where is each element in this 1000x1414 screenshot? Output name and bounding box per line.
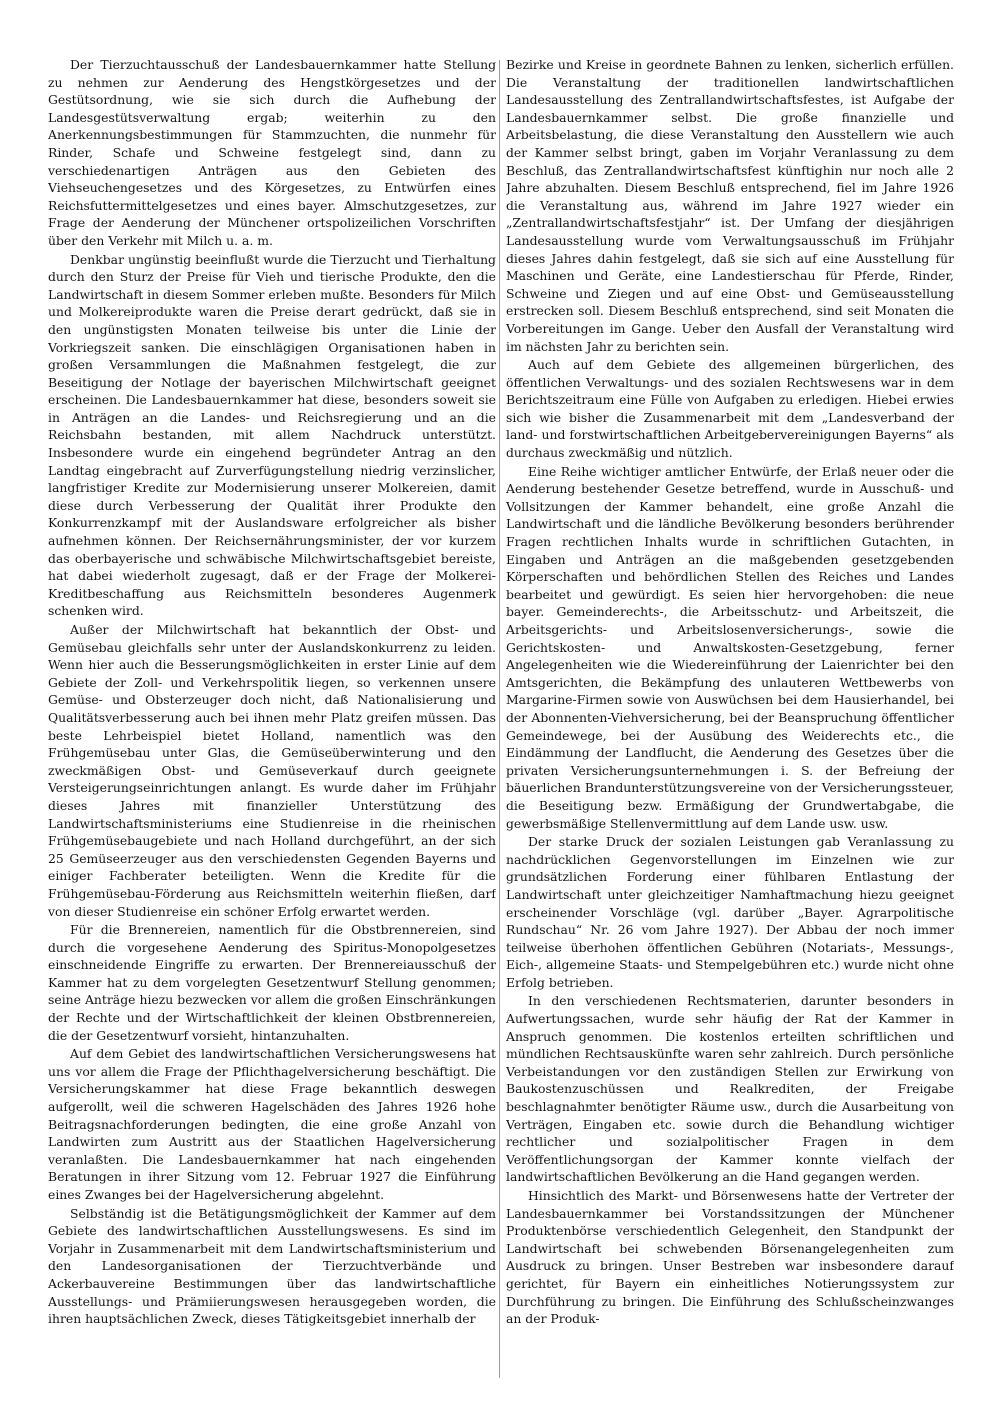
paragraph: Selbständig ist die Betätigungsmöglichkeit der Kammer auf dem Gebiete des landwirtschaftlichen Ausstellungswesens. Es sind im Vorjahr in Zusammenarbeit mit dem Landwirtschaftsministerium und den Landesorganisationen der Tierzuchtverbände und Ackerbauvereine Bestimmungen über das landwirtschaftliche Ausstellungs- und Prämiierungswesen herausgegeben worden, die ihren hauptsächlichen Zweck, dieses Tätigkeitsgebiet innerhalb der <box>48 1205 496 1327</box>
text-column-right <box>506 56 954 1386</box>
paragraph: Auch auf dem Gebiete des allgemeinen bürgerlichen, des öffentlichen Verwaltungs- und des sozialen Rechtswesens war in dem Berichtszeitraum eine Fülle von Aufgaben zu erledigen. Hiebei erwies sich wie bisher die Zusammenarbeit mit dem „Landesverband der land- und forstwirtschaftlichen Arbeitgebervereinigungen Bayerns“ als durchaus zweckmäßig und nützlich. <box>506 357 954 461</box>
paragraph: Außer der Milchwirtschaft hat bekanntlich der Obst- und Gemüsebau gleichfalls sehr unter der Auslandskonkurrenz zu leiden. Wenn hier auch die Besserungsmöglichkeiten in erster Linie auf dem Gebiete der Zoll- und Verkehrspolitik liegen, so verkennen unsere Gemüse- und Obsterzeuger doch nicht, daß Nationalisierung und Qualitätsverbesserung auch bei ihnen mehr Platz greifen müssen. Das beste Lehrbeispiel bietet Holland, namentlich was den Frühgemüsebau unter Glas, die Gemüseüberwinterung und den zweckmäßigen Obst- und Gemüseverkauf durch geeignete Versteigerungseinrichtungen anlangt. Es wurde daher im Frühjahr dieses Jahres mit finanzieller Unterstützung des Landwirtschaftsministeriums eine Studienreise in die rheinischen Frühgemüsebaugebiete und nach Holland durchgeführt, an der sich 25 Gemüseerzeuger aus den verschiedensten Gegenden Bayerns und einiger Fachberater beteiligten. Wenn die Kredite für die Frühgemüsebau-Förderung aus Reichsmitteln weiterhin fließen, darf von dieser Studienreise ein schöner Erfolg erwartet werden. <box>48 622 496 919</box>
text-column-left <box>48 56 496 1386</box>
paragraph: Hinsichtlich des Markt- und Börsenwesens hatte der Vertreter der Landesbauernkammer bei Vorstandssitzungen der Münchener Produktenbörse verschiedentlich Gelegenheit, den Standpunkt der Landwirtschaft bei schwebenden Börsenangelegenheiten zum Ausdruck zu bringen. Unser Bestreben war insbesondere darauf gerichtet, für Bayern ein einheitliches Notierungssystem zur Durchführung zu bringen. Die Einführung des Schlußscheinzwanges an der Produk- <box>506 1188 954 1327</box>
column-divider <box>499 60 500 1378</box>
paragraph: In den verschiedenen Rechtsmaterien, darunter besonders in Aufwertungssachen, wurde sehr häufig der Rat der Kammer in Anspruch genommen. Die kostenlos erteilten schriftlichen und mündlichen Rechtsauskünfte waren sehr zahlreich. Durch persönliche Verbeistandungen vor den zuständigen Stellen zur Erwirkung von Baukostenzuschüssen und Realkrediten, der Freigabe beschlagnahmter benötigter Räume usw., durch die Ausarbeitung von Verträgen, Eingaben etc. sowie durch die Behandlung wichtiger rechtlicher und sozialpolitischer Fragen in dem Veröffentlichungsorgan der Kammer konnte vielfach der landwirtschaftlichen Bevölkerung an die Hand gegangen werden. <box>506 993 954 1185</box>
paragraph: Der Tierzuchtausschuß der Landesbauernkammer hatte Stellung zu nehmen zur Aenderung des Hengstkörgesetzes und der Gestütsordnung, wie sie sich durch die Aufhebung der Landesgestütsverwaltung ergab; weiterhin zu den Anerkennungsbestimmungen für Stammzuchten, die nunmehr für Rinder, Schafe und Schweine festgelegt sind, dann zu verschiedenartigen Anträgen aus den Gebieten des Viehseuchengesetzes und des Körgesetzes, zu Entwürfen eines Reichsfuttermittelgesetzes und eines bayer. Almschutzgesetzes, zur Frage der Aenderung der Münchener ortspolizeilichen Vorschriften über den Verkehr mit Milch u. a. m. <box>48 57 496 248</box>
paragraph: Eine Reihe wichtiger amtlicher Entwürfe, der Erlaß neuer oder die Aenderung bestehender Gesetze betreffend, wurde in Ausschuß- und Vollsitzungen der Kammer behandelt, eine große Anzahl die Landwirtschaft und die ländliche Bevölkerung besonders berührender Fragen rechtlichen Inhalts wurde in schriftlichen Gutachten, in Eingaben und Anträgen an die maßgebenden gesetzgebenden Körperschaften und behördlichen Stellen des Reiches und Landes bearbeitet und gewürdigt. Es seien hier hervorgehoben: die neue bayer. Gemeinderechts-, die Arbeitsschutz- und Arbeitszeit, die Arbeitsgerichts- und Arbeitslosenversicherungs-, sowie die Gerichtskosten- und Anwaltskosten-Gesetzgebung, ferner Angelegenheiten wie die Wiedereinführung der Laienrichter bei den Amtsgerichten, die Bekämpfung des unlauteren Wettbewerbs von Margarine-Firmen sowie von Auswüchsen bei dem Hausierhandel, bei der Abonnenten-Viehversicherung, bei der Beanspruchung öffentlicher Gemeindewege, bei der Ausübung des Weiderechts etc., die Eindämmung der Landflucht, die Aenderung des Gesetzes über die privaten Versicherungsunternehmungen i. S. der Befreiung der bäuerlichen Brandunterstützungsvereine von der Versicherungssteuer, die Beseitigung bezw. Ermäßigung der Grundwertabgabe, die gewerbsmäßige Stellenvermittlung auf dem Lande usw. usw. <box>506 463 954 831</box>
paragraph: Auf dem Gebiet des landwirtschaftlichen Versicherungswesens hat uns vor allem die Frage der Pflichthagelversicherung beschäftigt. Die Versicherungskammer hat diese Frage bekanntlich deswegen aufgerollt, weil die schweren Hagelschäden des Jahres 1926 hohe Beitragsnachforderungen bedingten, die eine große Anzahl von Landwirten zum Austritt aus der Staatlichen Hagelversicherung veranlaßten. Die Landesbauernkammer hat nach eingehenden Beratungen in ihrer Sitzung vom 12. Februar 1927 die Einführung eines Zwanges bei der Hagelversicherung abgelehnt. <box>48 1046 496 1202</box>
paragraph: Bezirke und Kreise in geordnete Bahnen zu lenken, sicherlich erfüllen. Die Veranstaltung der traditionellen landwirtschaftlichen Landesausstellung des Zentrallandwirtschaftsfestes, ist Aufgabe der Landesbauernkammer selbst. Die große finanzielle und Arbeitsbelastung, die diese Veranstaltung den Ausstellern wie auch der Kammer selbst bringt, gaben im Vorjahr Veranlassung zu dem Beschluß, das Zentrallandwirtschaftsfest künftighin nur noch alle 2 Jahre abzuhalten. Diesem Beschluß entsprechend, fiel im Jahre 1926 die Veranstaltung aus, während im Jahre 1927 wieder ein „Zentrallandwirtschaftsfestjahr“ ist. Der Umfang der diesjährigen Landesausstellung wurde vom Verwaltungsausschuß im Frühjahr dieses Jahres dahin festgelegt, daß sie sich auf eine Ausstellung für Maschinen und Geräte, eine Landestierschau für Pferde, Rinder, Schweine und Ziegen und auf eine Obst- und Gemüseausstellung erstrecken soll. Diesem Beschluß entsprechend, sind seit Monaten die Vorbereitungen im Gange. Ueber den Ausfall der Veranstaltung wird im nächsten Jahr zu berichten sein. <box>506 57 954 354</box>
paragraph: Für die Brennereien, namentlich für die Obstbrennereien, sind durch die vorgesehene Aenderung des Spiritus-Monopolgesetzes einschneidende Eingriffe zu erwarten. Der Brennereiausschuß der Kammer hat zu dem vorgelegten Gesetzentwurf Stellung genommen; seine Anträge hiezu bezwecken vor allem die großen Einschränkungen der Rechte und der Wirtschaftlichkeit der kleinen Obstbrennereien, die der Gesetzentwurf vorsieht, hintanzuhalten. <box>48 922 496 1043</box>
paragraph: Denkbar ungünstig beeinflußt wurde die Tierzucht und Tierhaltung durch den Sturz der Preise für Vieh und tierische Produkte, den die Landwirtschaft in diesem Sommer erleben mußte. Besonders für Milch und Molkereiprodukte waren die Preise derart gedrückt, daß sie in den ungünstigsten Monaten teilweise bis unter die Linie der Vorkriegszeit sanken. Die einschlägigen Organisationen haben in großen Versammlungen die Maßnahmen festgelegt, die zur Beseitigung der Notlage der bayerischen Milchwirtschaft geeignet erscheinen. Die Landesbauernkammer hat diese, besonders soweit sie in Anträgen an die Landes- und Reichsregierung und an die Reichsbahn bestanden, mit allem Nachdruck unterstützt. Insbesondere wurde ein eingehend begründeter Antrag an den Landtag eingebracht auf Zurverfügungstellung niedrig verzinslicher, langfristiger Kredite zur Modernisierung unserer Molkereien, damit diese durch Verbesserung der Qualität ihrer Produkte den Konkurrenzkampf mit der Auslandsware erfolgreicher als bisher aufnehmen können. Der Reichsernährungsminister, der vor kurzem das oberbayerische und schwäbische Milchwirtschaftsgebiet bereiste, hat dabei wiederholt zugesagt, daß er der Frage der Molkerei-Kreditbeschaffung aus Reichsmitteln besonderes Augenmerk schenken wird. <box>48 251 496 619</box>
paragraph: Der starke Druck der sozialen Leistungen gab Veranlassung zu nachdrücklichen Gegenvorstellungen im Einzelnen wie zur grundsätzlichen Forderung einer fühlbaren Entlastung der Landwirtschaft unter gleichzeitiger Namhaftmachung hiezu geeignet erscheinender Vorschläge (vgl. darüber „Bayer. Agrarpolitische Rundschau“ Nr. 26 vom Jahre 1927). Der Abbau der noch immer teilweise überhohen öffentlichen Gebühren (Notariats-, Messungs-, Eich-, allgemeine Staats- und Stempelgebühren etc.) wurde nicht ohne Erfolg betrieben. <box>506 834 954 990</box>
